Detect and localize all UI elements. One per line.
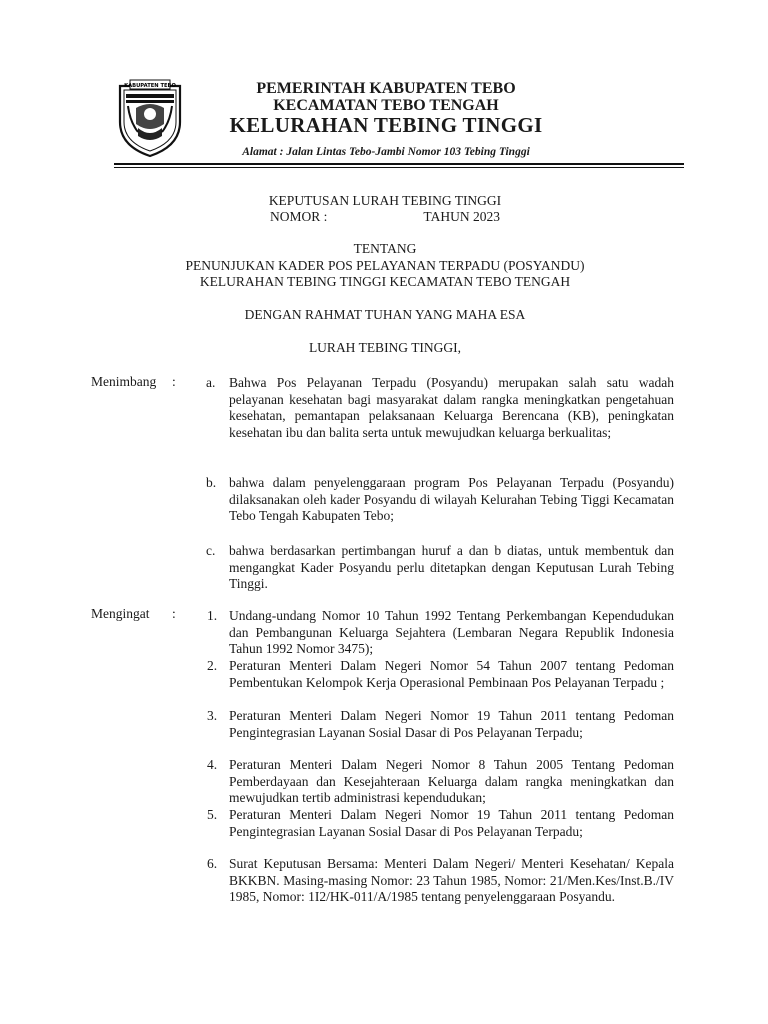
menimbang-label: Menimbang	[91, 374, 157, 389]
office-address: Alamat : Jalan Lintas Tebo-Jambi Nomor 103 Tebing Tinggi	[242, 146, 530, 158]
about-heading: TENTANG	[353, 241, 417, 256]
menimbang-mark-a: a.	[206, 375, 216, 390]
menimbang-colon: :	[172, 374, 176, 389]
mengingat-mark-6: 6.	[207, 856, 218, 871]
mengingat-mark-3: 3.	[207, 708, 218, 723]
blessing-line: DENGAN RAHMAT TUHAN YANG MAHA ESA	[244, 307, 526, 322]
mengingat-item-6: Surat Keputusan Bersama: Menteri Dalam Negeri/ Menteri Kesehatan/ Kepala BKKBN. Masing-masing Nomor: 23 Tahun 1985, Nomor: 21/Men.Kes/Inst.B./IV 1985, Nomor: 1I2/HK-011/A/1985 tentang penyelenggaraan Posyandu.	[229, 856, 674, 904]
mengingat-mark-5: 5.	[207, 807, 218, 822]
mengingat-item-2: Peraturan Menteri Dalam Negeri Nomor 54 Tahun 2007 tentang Pedoman Pembentukan Kelompok Kerja Operasional Pembinaan Pos Pelayanan Terpadu ;	[229, 658, 674, 690]
village-heading: KELURAHAN TEBING TINGGI	[229, 113, 543, 137]
menimbang-item-b: bahwa dalam penyelenggaraan program Pos Pelayanan Terpadu (Posyandu) dilaksanakan oleh kader Posyandu di wilayah Kelurahan Tebing Tiggi Kecamatan Tebo Tengah Kabupaten Tebo;	[229, 475, 674, 523]
mengingat-item-1: Undang-undang Nomor 10 Tahun 1992 Tentang Perkembangan Kependudukan dan Pembangunan Keluarga Sejahtera (Lembaran Negara Republik Indonesia Tahun 1992 Nomor 3475);	[229, 608, 674, 656]
mengingat-mark-4: 4.	[207, 757, 218, 772]
letterhead-rule-thin	[114, 167, 684, 168]
letterhead-rule-thick	[114, 163, 684, 165]
mengingat-mark-2: 2.	[207, 658, 218, 673]
menimbang-mark-b: b.	[206, 475, 217, 490]
government-heading: PEMERINTAH KABUPATEN TEBO	[256, 80, 516, 97]
subject-line-2: KELURAHAN TEBING TINGGI KECAMATAN TEBO TENGAH	[199, 274, 571, 289]
district-heading: KECAMATAN TEBO TENGAH	[273, 97, 499, 114]
menimbang-item-c: bahwa berdasarkan pertimbangan huruf a dan b diatas, untuk membentuk dan mengangkat Kader Posyandu perlu ditetapkan dengan Keputusan Lurah Tebing Tinggi.	[229, 543, 674, 591]
menimbang-mark-c: c.	[206, 543, 216, 558]
official-title: LURAH TEBING TINGGI,	[308, 340, 462, 355]
subject-line-1: PENUNJUKAN KADER POS PELAYANAN TERPADU (POSYANDU)	[185, 258, 585, 273]
emblem-lettering: KABUPATEN TEBO	[124, 83, 176, 89]
menimbang-item-a: Bahwa Pos Pelayanan Terpadu (Posyandu) merupakan salah satu wadah pelayanan kesehatan bagi masyarakat dalam rangka meningkatkan pengetahuan kesehatan, pemantapan pelaksanaan Keluarga Berencana (KB), peningkatan kesehatan ibu dan balita serta untuk mewujudkan keluarga berkualitas;	[229, 375, 674, 440]
decree-number-line	[90, 209, 680, 225]
mengingat-item-5: Peraturan Menteri Dalam Negeri Nomor 19 Tahun 2011 tentang Pedoman Pengintegrasian Layanan Sosial Dasar di Pos Pelayanan Terpadu;	[229, 807, 674, 839]
mengingat-item-4: Peraturan Menteri Dalam Negeri Nomor 8 Tahun 2005 Tentang Pedoman Pemberdayaan dan Kesejahteraan Keluarga dalam rangka meningkatkan dan mewujudkan tertib administrasi kependudukan;	[229, 757, 674, 805]
decree-title: KEPUTUSAN LURAH TEBING TINGGI	[268, 193, 502, 208]
decree-year: TAHUN 2023	[423, 209, 500, 224]
kabupaten-tebo-emblem	[116, 78, 184, 158]
mengingat-label: Mengingat	[91, 606, 150, 621]
number-label: NOMOR :	[270, 209, 328, 224]
mengingat-item-3: Peraturan Menteri Dalam Negeri Nomor 19 Tahun 2011 tentang Pedoman Pengintegrasian Layanan Sosial Dasar di Pos Pelayanan Terpadu;	[229, 708, 674, 740]
mengingat-mark-1: 1.	[207, 608, 218, 623]
mengingat-colon: :	[172, 606, 176, 621]
